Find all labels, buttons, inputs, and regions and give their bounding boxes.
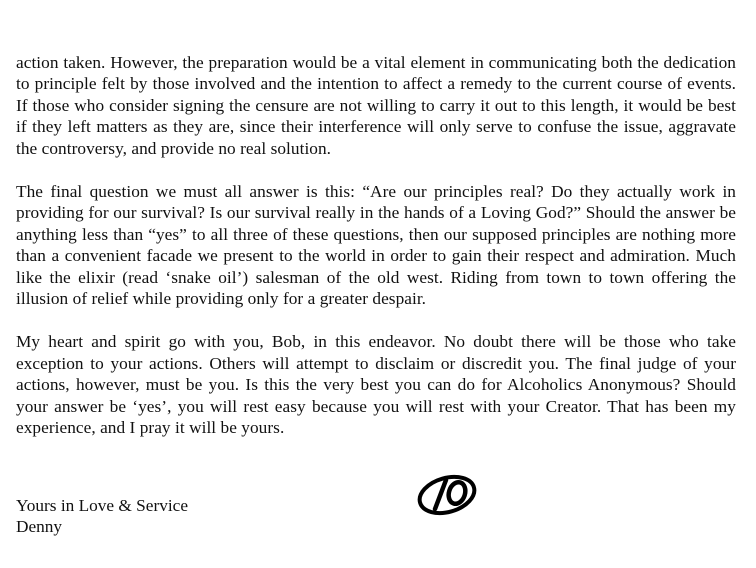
handwritten-page-number: [413, 470, 479, 520]
signature-name: Denny: [16, 517, 63, 537]
circled-page-number-mark: [413, 470, 479, 520]
paragraph-final-question: The final question we must all answer is this: “Are our principles real? Do they actually work in providing for our survival? Is our survival really in the hands of a Loving God?” Should the answer be anything less than “yes” to all three of these questions, then our supposed principles are nothing more than a convenient facade we present to the world in order to gain their respect and admiration. Much like the elixir (read ‘snake oil’) salesman of the old west. Riding from town to town offering the illusion of relief while providing only for a greater despair.: [16, 182, 736, 309]
letter-closing: [16, 495, 188, 538]
closing-line: Yours in Love & Service: [16, 496, 189, 515]
paragraph-heart-and-spirit: My heart and spirit go with you, Bob, in this endeavor. No doubt there will be those who take exception to your actions. Others will attempt to disclaim or discredit you. The final judge of your actions, however, must be you. Is this the very best you can do for Alcoholics Anonymous? Should your answer be ‘yes’, you will rest easy because you will rest with your Creator. That has been my experience, and I pray it will be yours.: [16, 332, 736, 438]
letter-body: [16, 52, 736, 439]
paragraph-preparation: action taken. However, the preparation would be a vital element in communicating both the dedication to principle felt by those involved and the intention to affect a remedy to the current course of events. If those who consider signing the censure are not willing to carry it out to this length, it would be best if they left matters as they are, since their interference will only serve to confuse the issue, aggravate the controversy, and provide no real solution.: [16, 53, 736, 158]
